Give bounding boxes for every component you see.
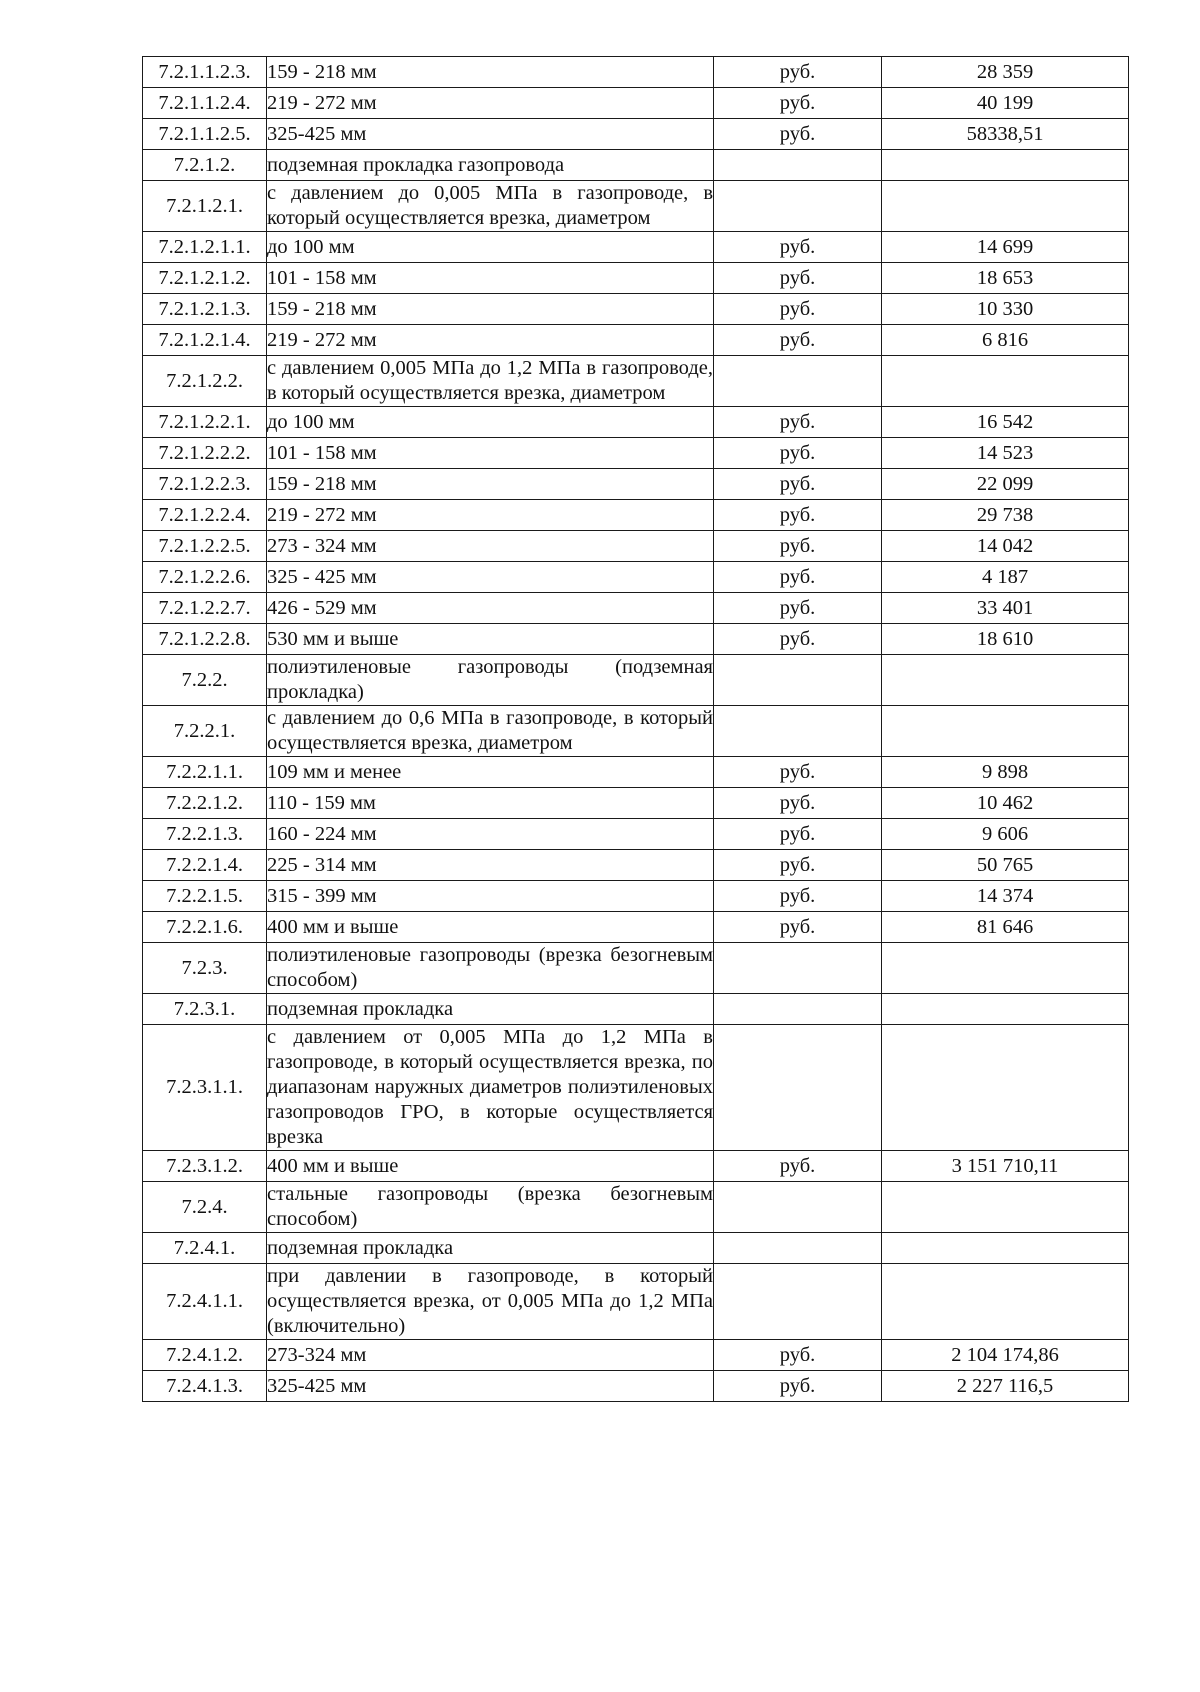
row-description: с давлением до 0,005 МПа в газопроводе, в который осуществляется врезка, диаметром <box>267 181 714 232</box>
row-value: 18 610 <box>882 624 1129 655</box>
row-description: 110 - 159 мм <box>267 788 714 819</box>
row-code: 7.2.2. <box>143 655 267 706</box>
row-value: 14 523 <box>882 438 1129 469</box>
row-code: 7.2.2.1.6. <box>143 912 267 943</box>
row-description: 325-425 мм <box>267 1371 714 1402</box>
table-row <box>143 294 1129 325</box>
table-row <box>143 655 1129 706</box>
table-row <box>143 57 1129 88</box>
table-row <box>143 500 1129 531</box>
table-row <box>143 232 1129 263</box>
table-row <box>143 1182 1129 1233</box>
table-row <box>143 263 1129 294</box>
row-description: стальные газопроводы (врезка безогневым способом) <box>267 1182 714 1233</box>
table-row <box>143 1264 1129 1340</box>
row-description: 159 - 218 мм <box>267 57 714 88</box>
table-row <box>143 994 1129 1025</box>
table-row <box>143 1233 1129 1264</box>
row-unit: руб. <box>714 912 882 943</box>
row-value: 33 401 <box>882 593 1129 624</box>
table-row <box>143 788 1129 819</box>
table-row <box>143 819 1129 850</box>
row-value <box>882 356 1129 407</box>
table-row <box>143 624 1129 655</box>
row-value: 6 816 <box>882 325 1129 356</box>
row-value: 29 738 <box>882 500 1129 531</box>
row-description: 273 - 324 мм <box>267 531 714 562</box>
table-row <box>143 757 1129 788</box>
row-description: подземная прокладка <box>267 1233 714 1264</box>
row-unit: руб. <box>714 593 882 624</box>
row-unit <box>714 356 882 407</box>
row-code: 7.2.1.2. <box>143 150 267 181</box>
table-row <box>143 1151 1129 1182</box>
row-value <box>882 181 1129 232</box>
table-row <box>143 850 1129 881</box>
row-unit: руб. <box>714 325 882 356</box>
row-description: 273-324 мм <box>267 1340 714 1371</box>
row-unit: руб. <box>714 88 882 119</box>
row-value: 81 646 <box>882 912 1129 943</box>
row-value: 2 227 116,5 <box>882 1371 1129 1402</box>
row-code: 7.2.1.2.2.4. <box>143 500 267 531</box>
table-row <box>143 88 1129 119</box>
row-value: 16 542 <box>882 407 1129 438</box>
row-value: 14 374 <box>882 881 1129 912</box>
row-description: 530 мм и выше <box>267 624 714 655</box>
row-description: полиэтиленовые газопроводы (врезка безогневым способом) <box>267 943 714 994</box>
row-description: подземная прокладка <box>267 994 714 1025</box>
row-description: 426 - 529 мм <box>267 593 714 624</box>
table-row <box>143 593 1129 624</box>
row-description: при давлении в газопроводе, в который осуществляется врезка, от 0,005 МПа до 1,2 МПа (включительно) <box>267 1264 714 1340</box>
table-row <box>143 1340 1129 1371</box>
row-code: 7.2.1.2.1.4. <box>143 325 267 356</box>
row-value: 14 042 <box>882 531 1129 562</box>
row-unit: руб. <box>714 819 882 850</box>
row-description: 315 - 399 мм <box>267 881 714 912</box>
row-description: 325-425 мм <box>267 119 714 150</box>
table-row <box>143 881 1129 912</box>
row-value: 4 187 <box>882 562 1129 593</box>
row-code: 7.2.4.1.1. <box>143 1264 267 1340</box>
row-value: 10 462 <box>882 788 1129 819</box>
row-unit: руб. <box>714 232 882 263</box>
row-code: 7.2.1.2.1.3. <box>143 294 267 325</box>
row-value: 2 104 174,86 <box>882 1340 1129 1371</box>
row-value: 14 699 <box>882 232 1129 263</box>
row-value: 9 606 <box>882 819 1129 850</box>
row-description: 219 - 272 мм <box>267 88 714 119</box>
row-description: с давлением от 0,005 МПа до 1,2 МПа в газопроводе, в который осуществляется врезка, по диапазонам наружных диаметров полиэтиленовых газопроводов ГРО, в которые осуществляется врезка <box>267 1025 714 1151</box>
row-value <box>882 943 1129 994</box>
table-row <box>143 912 1129 943</box>
row-code: 7.2.1.2.1. <box>143 181 267 232</box>
row-unit: руб. <box>714 119 882 150</box>
row-value <box>882 1025 1129 1151</box>
row-unit: руб. <box>714 407 882 438</box>
row-unit: руб. <box>714 438 882 469</box>
row-unit <box>714 994 882 1025</box>
row-value: 3 151 710,11 <box>882 1151 1129 1182</box>
row-code: 7.2.2.1.5. <box>143 881 267 912</box>
row-unit: руб. <box>714 57 882 88</box>
row-description: 101 - 158 мм <box>267 263 714 294</box>
row-value: 22 099 <box>882 469 1129 500</box>
row-unit: руб. <box>714 500 882 531</box>
row-value: 28 359 <box>882 57 1129 88</box>
table-row <box>143 1025 1129 1151</box>
table-row <box>143 181 1129 232</box>
row-unit <box>714 150 882 181</box>
table-row <box>143 562 1129 593</box>
row-code: 7.2.3.1.2. <box>143 1151 267 1182</box>
table-row <box>143 325 1129 356</box>
table-row <box>143 356 1129 407</box>
row-description: 400 мм и выше <box>267 1151 714 1182</box>
row-code: 7.2.2.1. <box>143 706 267 757</box>
row-description: 219 - 272 мм <box>267 500 714 531</box>
row-code: 7.2.1.2.2.7. <box>143 593 267 624</box>
row-description: с давлением 0,005 МПа до 1,2 МПа в газопроводе, в который осуществляется врезка, диаметром <box>267 356 714 407</box>
row-value <box>882 1264 1129 1340</box>
row-code: 7.2.4.1.3. <box>143 1371 267 1402</box>
row-code: 7.2.1.2.2.8. <box>143 624 267 655</box>
row-unit: руб. <box>714 1340 882 1371</box>
row-unit: руб. <box>714 850 882 881</box>
row-description: 225 - 314 мм <box>267 850 714 881</box>
row-code: 7.2.1.2.2.3. <box>143 469 267 500</box>
row-code: 7.2.1.1.2.4. <box>143 88 267 119</box>
row-code: 7.2.1.2.1.1. <box>143 232 267 263</box>
row-code: 7.2.1.1.2.5. <box>143 119 267 150</box>
row-description: до 100 мм <box>267 232 714 263</box>
row-unit <box>714 1264 882 1340</box>
row-description: полиэтиленовые газопроводы (подземная прокладка) <box>267 655 714 706</box>
row-unit <box>714 1233 882 1264</box>
table-row <box>143 150 1129 181</box>
row-value <box>882 655 1129 706</box>
table-row <box>143 943 1129 994</box>
row-unit <box>714 181 882 232</box>
row-value: 9 898 <box>882 757 1129 788</box>
row-description: с давлением до 0,6 МПа в газопроводе, в который осуществляется врезка, диаметром <box>267 706 714 757</box>
row-unit <box>714 943 882 994</box>
row-value: 40 199 <box>882 88 1129 119</box>
row-code: 7.2.1.2.2.6. <box>143 562 267 593</box>
row-code: 7.2.1.2.2.2. <box>143 438 267 469</box>
row-value <box>882 150 1129 181</box>
row-code: 7.2.1.2.2. <box>143 356 267 407</box>
row-code: 7.2.4.1. <box>143 1233 267 1264</box>
row-value <box>882 706 1129 757</box>
row-unit <box>714 706 882 757</box>
row-code: 7.2.2.1.2. <box>143 788 267 819</box>
row-unit: руб. <box>714 1371 882 1402</box>
row-unit: руб. <box>714 624 882 655</box>
table-row <box>143 706 1129 757</box>
row-description: до 100 мм <box>267 407 714 438</box>
row-code: 7.2.2.1.3. <box>143 819 267 850</box>
row-unit <box>714 1182 882 1233</box>
table-row <box>143 1371 1129 1402</box>
row-description: 109 мм и менее <box>267 757 714 788</box>
row-code: 7.2.4.1.2. <box>143 1340 267 1371</box>
row-unit: руб. <box>714 531 882 562</box>
row-code: 7.2.3.1.1. <box>143 1025 267 1151</box>
row-description: 159 - 218 мм <box>267 294 714 325</box>
row-value <box>882 1233 1129 1264</box>
row-unit: руб. <box>714 294 882 325</box>
row-code: 7.2.1.1.2.3. <box>143 57 267 88</box>
row-description: 400 мм и выше <box>267 912 714 943</box>
row-value <box>882 994 1129 1025</box>
row-value <box>882 1182 1129 1233</box>
row-code: 7.2.2.1.4. <box>143 850 267 881</box>
row-unit: руб. <box>714 881 882 912</box>
row-description: 159 - 218 мм <box>267 469 714 500</box>
table-row <box>143 469 1129 500</box>
row-unit: руб. <box>714 757 882 788</box>
row-unit <box>714 655 882 706</box>
row-value: 58338,51 <box>882 119 1129 150</box>
row-unit: руб. <box>714 263 882 294</box>
row-code: 7.2.3. <box>143 943 267 994</box>
row-code: 7.2.2.1.1. <box>143 757 267 788</box>
row-description: 325 - 425 мм <box>267 562 714 593</box>
row-description: 160 - 224 мм <box>267 819 714 850</box>
row-value: 50 765 <box>882 850 1129 881</box>
row-description: 101 - 158 мм <box>267 438 714 469</box>
row-value: 10 330 <box>882 294 1129 325</box>
row-code: 7.2.1.2.2.5. <box>143 531 267 562</box>
table-row <box>143 119 1129 150</box>
row-unit: руб. <box>714 469 882 500</box>
row-value: 18 653 <box>882 263 1129 294</box>
row-code: 7.2.1.2.1.2. <box>143 263 267 294</box>
row-unit: руб. <box>714 788 882 819</box>
table-row <box>143 407 1129 438</box>
tariff-table-body <box>143 57 1129 1402</box>
row-unit: руб. <box>714 562 882 593</box>
row-code: 7.2.4. <box>143 1182 267 1233</box>
table-row <box>143 438 1129 469</box>
row-unit <box>714 1025 882 1151</box>
row-description: подземная прокладка газопровода <box>267 150 714 181</box>
row-description: 219 - 272 мм <box>267 325 714 356</box>
row-code: 7.2.3.1. <box>143 994 267 1025</box>
tariff-table <box>142 56 1129 1402</box>
row-code: 7.2.1.2.2.1. <box>143 407 267 438</box>
table-row <box>143 531 1129 562</box>
row-unit: руб. <box>714 1151 882 1182</box>
